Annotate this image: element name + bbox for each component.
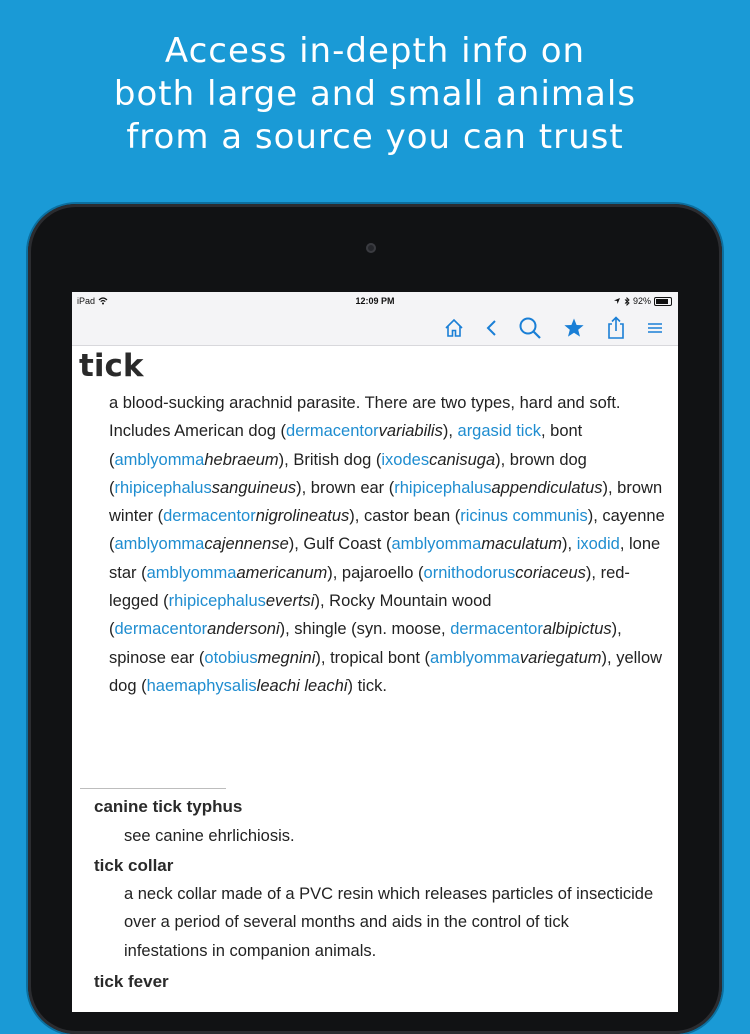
- cross-reference-link[interactable]: amblyomma: [430, 648, 520, 667]
- cross-reference-link[interactable]: ixodes: [381, 450, 430, 469]
- definition-text: ), cayenne (: [109, 507, 665, 554]
- species-name: sanguineus: [211, 478, 297, 497]
- subentry-definition-tick-collar: a neck collar made of a PVC resin which releases particles of insecticide over a period of several months and aids in the control of tick infestations in companion animals.: [124, 885, 654, 960]
- cross-reference-link[interactable]: argasid tick: [457, 422, 541, 441]
- species-name: megnini: [257, 648, 316, 667]
- toolbar: [72, 311, 678, 346]
- cross-reference-link[interactable]: dermacentor: [286, 422, 379, 441]
- definition-text: ), red-legged (: [109, 563, 630, 611]
- search-icon: [518, 316, 542, 340]
- status-bar: [72, 292, 678, 311]
- entry-definition: [109, 389, 669, 700]
- definition-text: ),: [442, 422, 458, 441]
- cross-reference-link[interactable]: dermacentor: [114, 620, 208, 639]
- species-name: canisuga: [429, 450, 496, 469]
- star-icon: [563, 317, 585, 339]
- species-name: coriaceus: [515, 563, 586, 582]
- status-right: [613, 296, 672, 306]
- entry-headword: tick: [79, 348, 144, 384]
- back-button[interactable]: [478, 314, 506, 342]
- species-name: appendiculatus: [491, 478, 603, 497]
- menu-icon: [647, 321, 663, 335]
- cross-reference-link[interactable]: otobius: [204, 648, 258, 667]
- share-button[interactable]: [602, 314, 630, 342]
- definition-text: ), British dog (: [278, 450, 382, 469]
- promo-line-3: from a source you can trust: [126, 117, 624, 157]
- definition-text: ), spinose ear (: [109, 620, 622, 667]
- definition-text: ), brown winter (: [109, 478, 663, 526]
- cross-reference-link[interactable]: amblyomma: [114, 535, 205, 554]
- definition-text: , lone star (: [109, 535, 661, 582]
- subentry-definition-canine-tick-typhus: see canine ehrlichiosis.: [124, 827, 295, 845]
- species-name: variabilis: [378, 422, 443, 441]
- status-time: 12:09 PM: [355, 296, 395, 306]
- subentry-term-tick-collar: tick collar: [94, 856, 174, 875]
- species-name: hebraeum: [204, 450, 279, 469]
- menu-button[interactable]: [641, 314, 669, 342]
- species-name: cajennense: [204, 535, 289, 554]
- promo-line-1: Access in-depth info on: [164, 31, 586, 71]
- cross-reference-link[interactable]: ornithodorus: [423, 563, 516, 582]
- species-name: albipictus: [542, 620, 612, 639]
- definition-text: , bont (: [109, 422, 583, 469]
- definition-text: ), tropical bont (: [315, 648, 431, 667]
- battery-percent: 92%: [632, 296, 651, 306]
- home-button[interactable]: [440, 314, 468, 342]
- definition-text: ), pajaroello (: [327, 563, 424, 582]
- cross-reference-link[interactable]: rhipicephalus: [394, 478, 492, 497]
- subentry-term-canine-tick-typhus: canine tick typhus: [94, 797, 243, 816]
- back-chevron-icon: [485, 318, 499, 338]
- definition-text: ), castor bean (: [349, 507, 461, 526]
- cross-reference-link[interactable]: amblyomma: [146, 563, 237, 582]
- definition-text: ), brown dog (: [109, 450, 587, 497]
- subentry-term-tick-fever: tick fever: [94, 972, 169, 991]
- location-arrow-icon: [613, 297, 621, 305]
- app-screen: [72, 292, 678, 1012]
- species-name: andersoni: [207, 620, 280, 639]
- cross-reference-link[interactable]: haemaphysalis: [146, 676, 257, 695]
- definition-text: ), yellow dog (: [109, 648, 663, 695]
- cross-reference-link[interactable]: rhipicephalus: [168, 592, 266, 611]
- home-icon: [443, 317, 465, 339]
- cross-reference-link[interactable]: rhipicephalus: [114, 478, 212, 497]
- definition-text: ), brown ear (: [296, 478, 395, 497]
- definition-text: ), Gulf Coast (: [288, 535, 392, 554]
- species-name: maculatum: [481, 535, 563, 554]
- favorite-button[interactable]: [560, 314, 588, 342]
- bluetooth-icon: [624, 297, 630, 306]
- device-label: iPad: [77, 296, 96, 306]
- definition-text: ), Rocky Mountain wood (: [109, 592, 492, 639]
- section-divider: [80, 788, 226, 789]
- species-name: nigrolineatus: [255, 507, 350, 526]
- definition-text: ) tick.: [347, 676, 387, 695]
- cross-reference-link[interactable]: amblyomma: [391, 535, 482, 554]
- definition-text: ), shingle (syn. moose,: [279, 620, 451, 639]
- share-icon: [606, 316, 626, 340]
- species-name: americanum: [236, 563, 328, 582]
- species-name: leachi leachi: [256, 676, 348, 695]
- promo-line-2: both large and small animals: [113, 74, 637, 114]
- cross-reference-link[interactable]: ricinus communis: [460, 507, 588, 526]
- cross-reference-link[interactable]: dermacentor: [163, 507, 256, 526]
- definition-text: ),: [562, 535, 577, 554]
- cross-reference-link[interactable]: ixodid: [576, 535, 620, 554]
- species-name: evertsi: [265, 592, 315, 611]
- search-button[interactable]: [516, 314, 544, 342]
- definition-text: a blood-sucking arachnid parasite. There are two types, hard and soft. Includes American dog (: [109, 394, 621, 441]
- cross-reference-link[interactable]: amblyomma: [114, 450, 205, 469]
- species-name: variegatum: [519, 648, 602, 667]
- promo-headline: [0, 30, 750, 159]
- camera-icon: [366, 243, 376, 253]
- cross-reference-link[interactable]: dermacentor: [450, 620, 543, 639]
- battery-icon: [654, 297, 672, 306]
